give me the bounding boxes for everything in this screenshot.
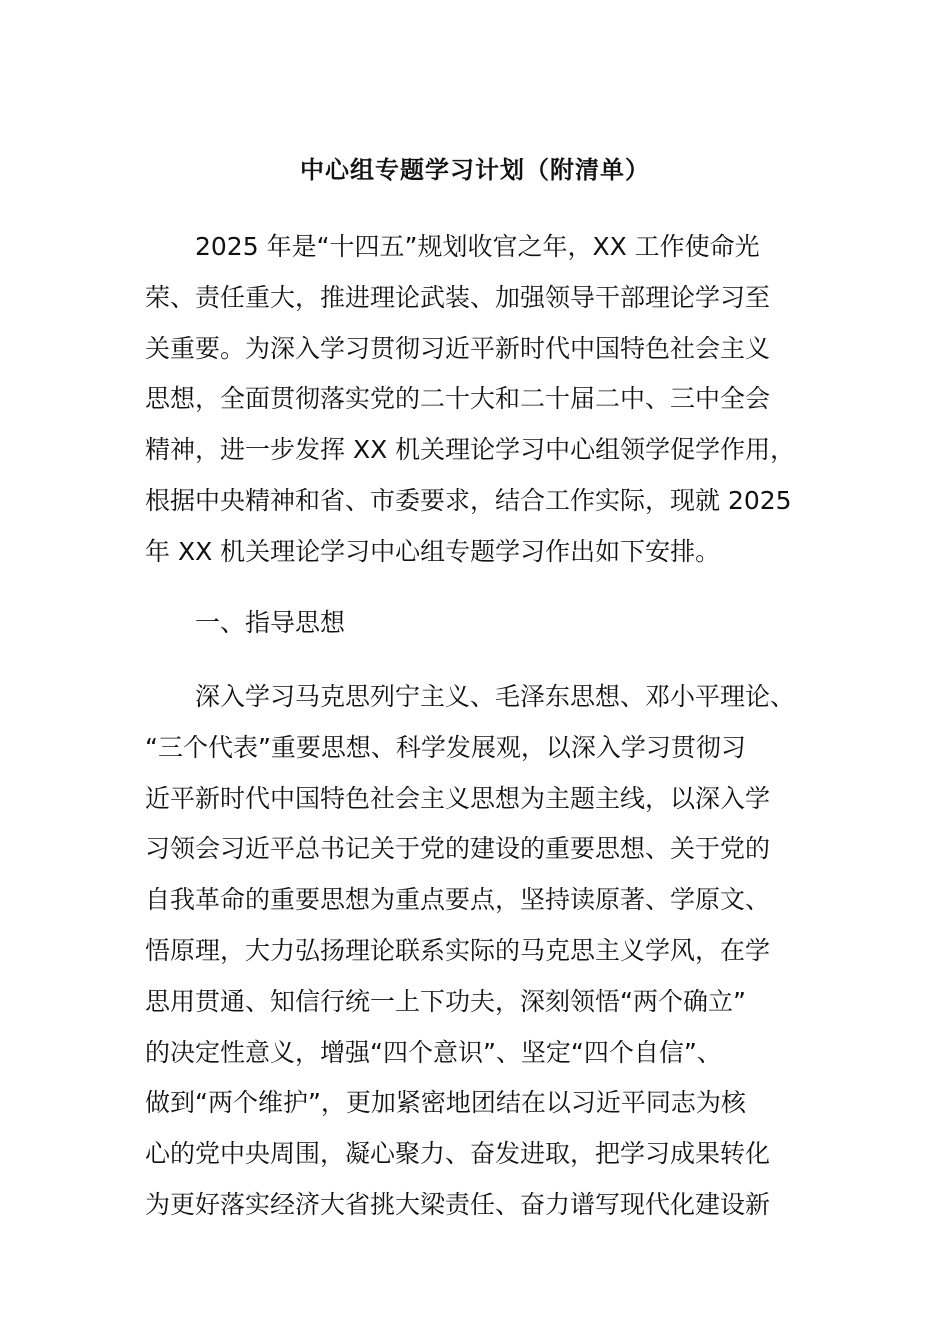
paragraph-line: 根据中央精神和省、市委要求，结合工作实际，现就 2025 — [145, 485, 792, 515]
paragraph-line: 习领会习近平总书记关于党的建设的重要思想、关于党的 — [145, 834, 771, 864]
paragraph-line: 心的党中央周围，凝心聚力、奋发进取，把学习成果转化 — [145, 1139, 771, 1169]
intro-paragraph — [145, 222, 805, 578]
paragraph-line: 思想，全面贯彻落实党的二十大和二十届二中、三中全会 — [145, 384, 771, 414]
paragraph-line: 悟原理，大力弘扬理论联系实际的马克思主义学风，在学 — [145, 935, 771, 965]
paragraph-line: 自我革命的重要思想为重点要点，坚持读原著、学原文、 — [145, 885, 771, 915]
paragraph-line: 荣、责任重大，推进理论武装、加强领导干部理论学习至 — [145, 282, 771, 312]
guiding-thought-paragraph — [145, 672, 805, 1231]
paragraph-line: 年 XX 机关理论学习中心组专题学习作出如下安排。 — [145, 536, 721, 566]
paragraph-line: 2025 年是“十四五”规划收官之年，XX 工作使命光 — [195, 232, 760, 261]
paragraph-line: 为更好落实经济大省挑大梁责任、奋力谱写现代化建设新 — [145, 1189, 771, 1219]
paragraph-line: 的决定性意义，增强“四个意识”、坚定“四个自信”、 — [145, 1037, 722, 1067]
paragraph-line: 关重要。为深入学习贯彻习近平新时代中国特色社会主义 — [145, 333, 771, 363]
paragraph-line: 精神，进一步发挥 XX 机关理论学习中心组领学促学作用， — [145, 435, 796, 465]
paragraph-line: 深入学习马克思列宁主义、毛泽东思想、邓小平理论、 — [195, 682, 796, 711]
section-heading-text: 一、指导思想 — [195, 608, 346, 637]
section-heading — [145, 598, 805, 649]
paragraph-line: “三个代表”重要思想、科学发展观，以深入学习贯彻习 — [145, 732, 746, 762]
paragraph-line: 思用贯通、知信行统一上下功夫，深刻领悟“两个确立” — [145, 986, 746, 1016]
paragraph-line: 近平新时代中国特色社会主义思想为主题主线，以深入学 — [145, 783, 771, 813]
paragraph-line: 做到“两个维护”，更加紧密地团结在以习近平同志为核 — [145, 1088, 746, 1118]
document-title: 中心组专题学习计划（附清单） — [300, 156, 650, 184]
